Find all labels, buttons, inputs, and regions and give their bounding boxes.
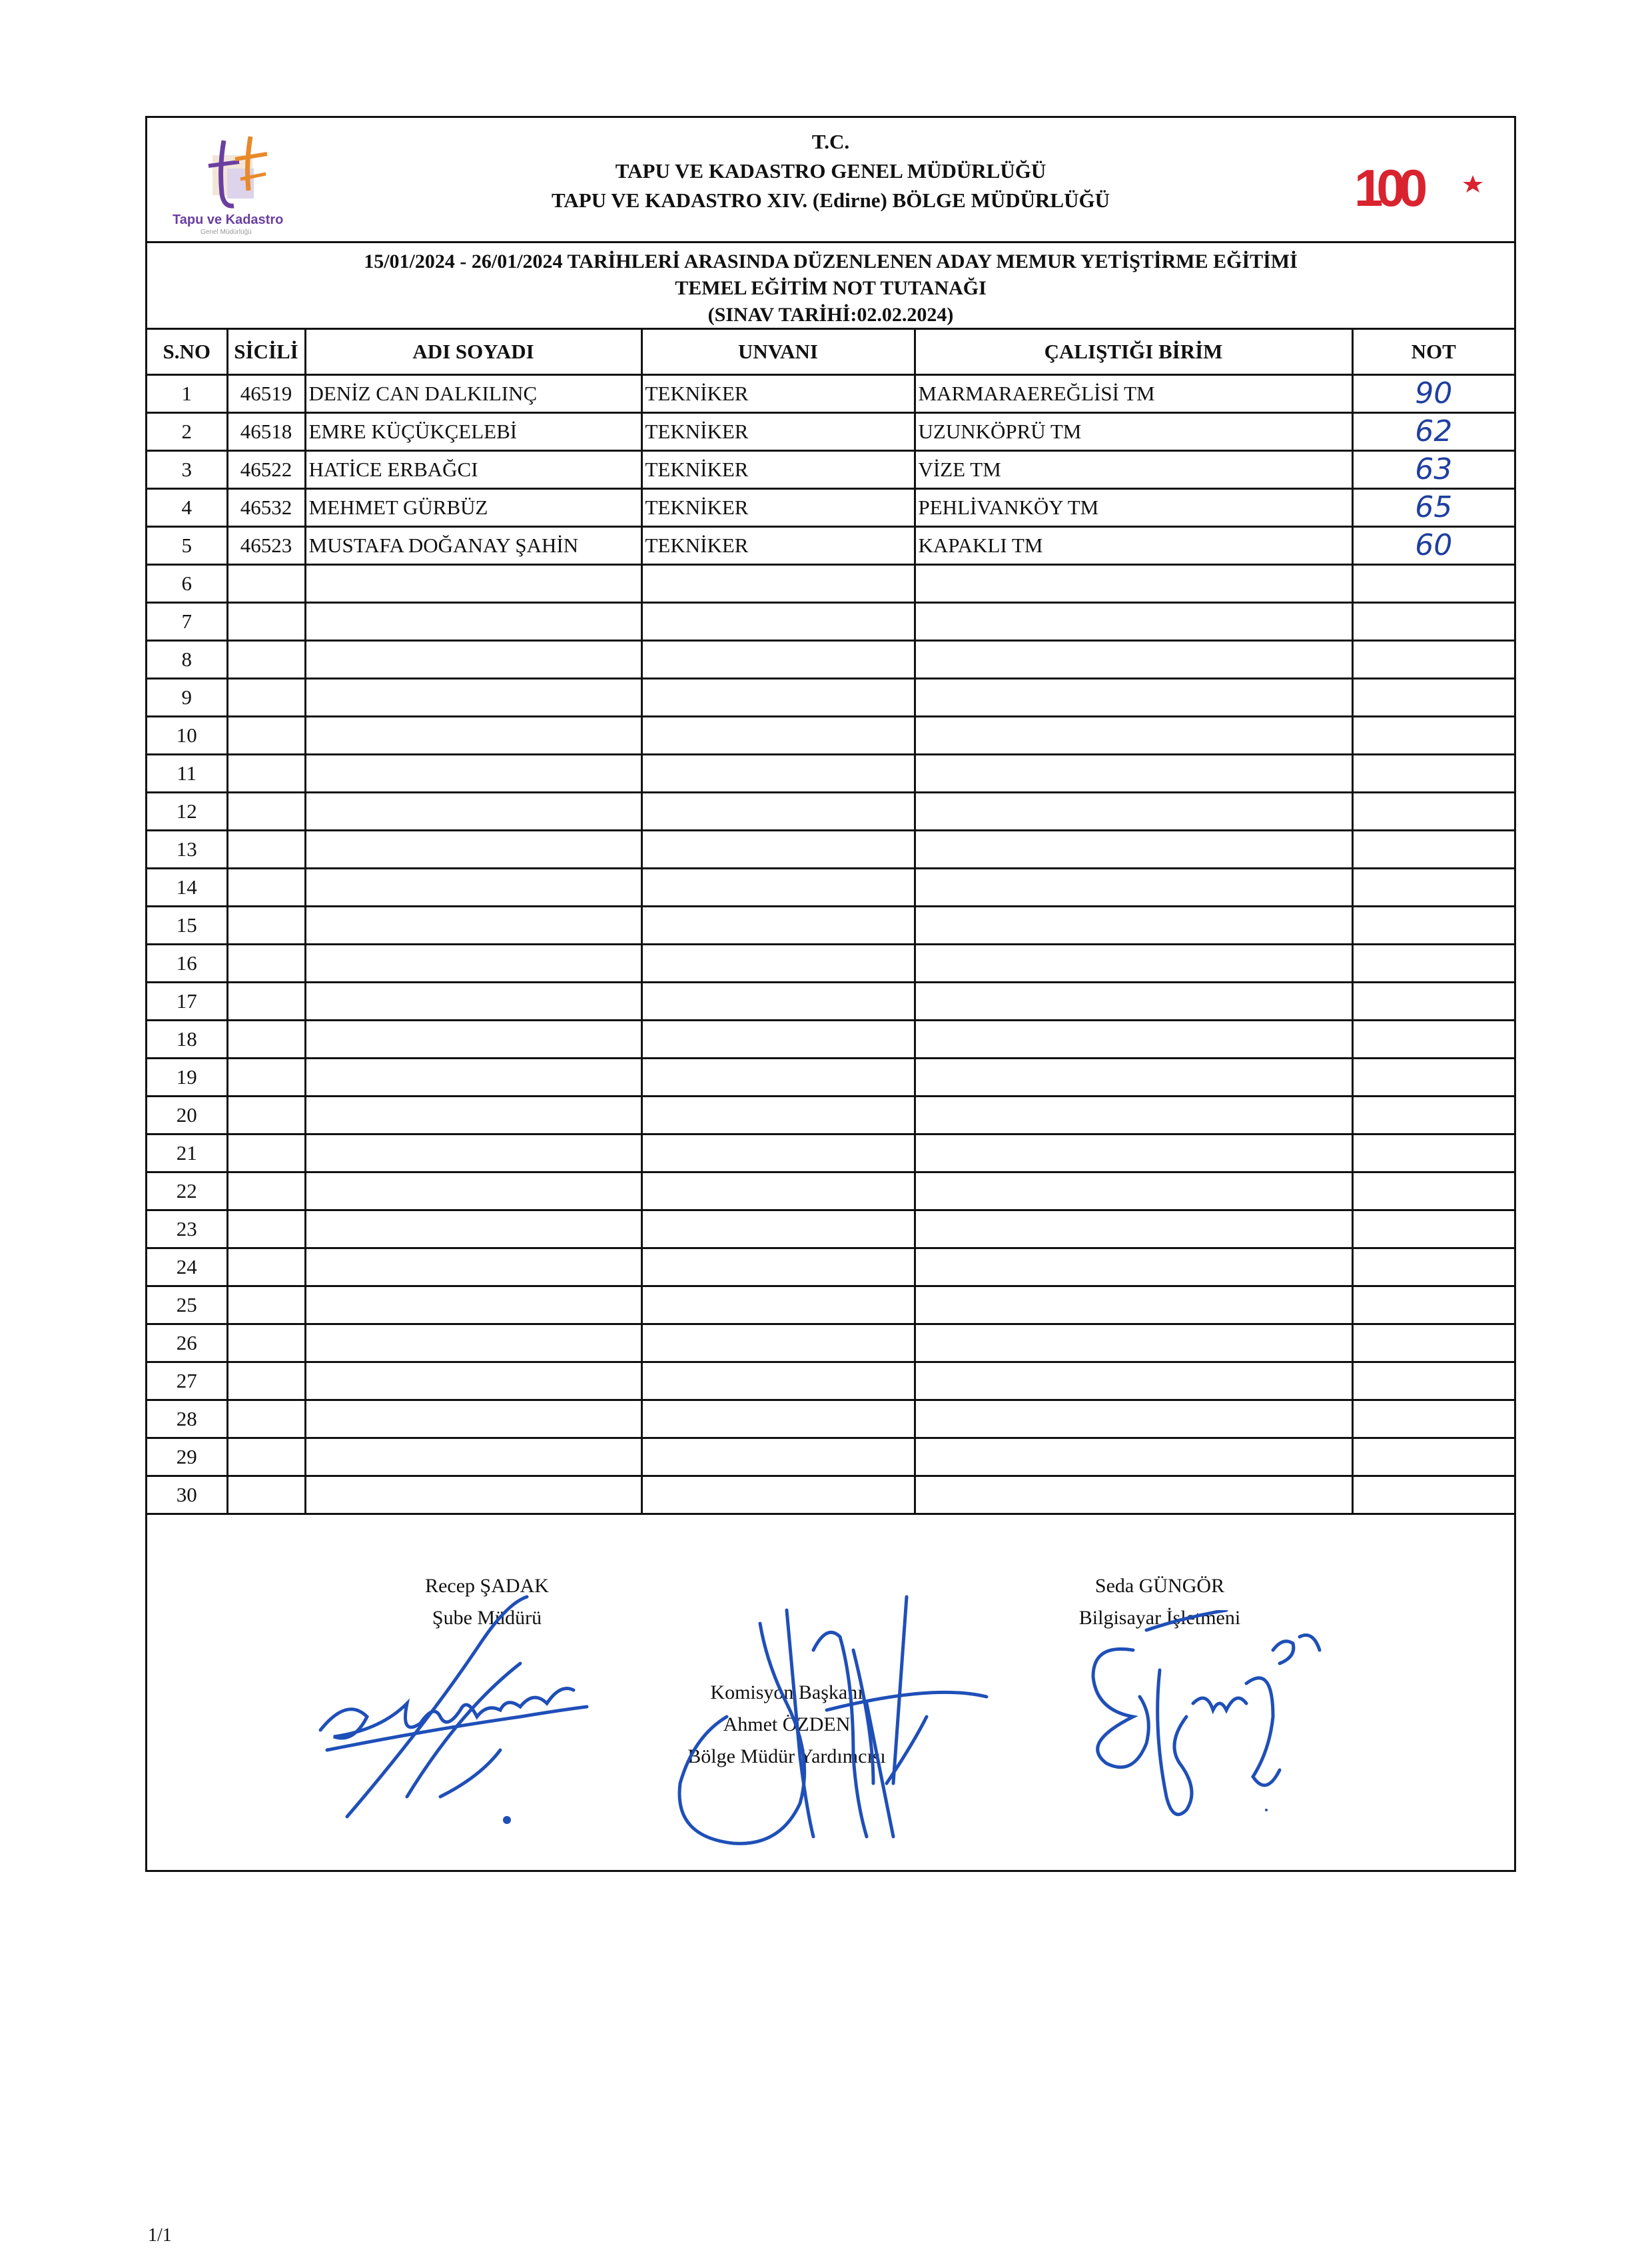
cell-sno: 22 — [147, 1172, 227, 1210]
header-line-1: T.C. — [811, 130, 850, 153]
cell-sno: 1 — [147, 375, 227, 413]
cell-sicil — [227, 1210, 305, 1248]
cell-title — [641, 1172, 915, 1210]
cell-unit — [915, 1134, 1352, 1172]
cell-sno: 19 — [147, 1059, 227, 1097]
cell-title — [641, 1476, 915, 1514]
table-row — [147, 679, 1514, 717]
table-row — [147, 1438, 1514, 1476]
cell-name — [305, 1097, 641, 1134]
cell-sno: 2 — [147, 413, 227, 451]
cell-unit — [915, 1172, 1352, 1210]
cell-unit — [915, 717, 1352, 755]
cell-grade — [1352, 1324, 1514, 1362]
cell-name — [305, 983, 641, 1021]
column-header-name: ADI SOYADI — [305, 330, 641, 375]
cell-sno: 11 — [147, 755, 227, 793]
title-line-3: (SINAV TARİHİ:02.02.2024) — [707, 304, 954, 326]
cell-sicil — [227, 945, 305, 983]
cell-unit — [915, 1286, 1352, 1324]
cell-sno: 13 — [147, 831, 227, 869]
cell-sicil — [227, 1021, 305, 1059]
cell-grade — [1352, 1438, 1514, 1476]
cell-grade — [1352, 679, 1514, 717]
cell-sno: 6 — [147, 565, 227, 603]
cell-grade: 62 — [1352, 413, 1514, 451]
logo-subtext: Genel Müdürlüğü — [201, 228, 252, 236]
table-row — [147, 1172, 1514, 1210]
cell-sno: 30 — [147, 1476, 227, 1514]
table-row — [147, 1400, 1514, 1438]
table-row — [147, 1476, 1514, 1514]
cell-grade — [1352, 1021, 1514, 1059]
signature-area — [147, 1570, 1514, 1872]
cell-title — [641, 1021, 915, 1059]
cell-name — [305, 1134, 641, 1172]
cell-name — [305, 1059, 641, 1097]
cell-grade — [1352, 1476, 1514, 1514]
cell-grade — [1352, 603, 1514, 641]
star-icon — [1463, 175, 1483, 193]
cell-sno: 29 — [147, 1438, 227, 1476]
cell-title — [641, 945, 915, 983]
cell-sicil: 46518 — [227, 413, 305, 451]
cell-sno: 10 — [147, 717, 227, 755]
cell-unit — [915, 1097, 1352, 1134]
cell-title — [641, 793, 915, 831]
cell-sicil — [227, 1476, 305, 1514]
cell-sicil: 46523 — [227, 527, 305, 565]
cell-name — [305, 1021, 641, 1059]
cell-sicil — [227, 831, 305, 869]
cell-sicil — [227, 1362, 305, 1400]
cell-name: MUSTAFA DOĞANAY ŞAHİN — [305, 527, 641, 565]
document-title — [147, 243, 1514, 330]
table-row — [147, 451, 1514, 489]
cell-unit: MARMARAEREĞLİSİ TM — [915, 375, 1352, 413]
signatory-right-role: Bilgisayar İşletmeni — [1078, 1607, 1241, 1629]
table-row — [147, 907, 1514, 945]
cell-grade — [1352, 983, 1514, 1021]
cell-title — [641, 1134, 915, 1172]
cell-title — [641, 1400, 915, 1438]
cell-title — [641, 641, 915, 679]
cell-unit — [915, 603, 1352, 641]
cell-unit — [915, 869, 1352, 907]
table-row — [147, 1021, 1514, 1059]
table-row — [147, 1134, 1514, 1172]
cell-name: MEHMET GÜRBÜZ — [305, 489, 641, 527]
cell-name — [305, 1362, 641, 1400]
cell-grade: 60 — [1352, 527, 1514, 565]
cell-title — [641, 1248, 915, 1286]
cell-name — [305, 603, 641, 641]
cell-grade — [1352, 1286, 1514, 1324]
cell-unit — [915, 565, 1352, 603]
cell-grade — [1352, 717, 1514, 755]
cell-sno: 21 — [147, 1134, 227, 1172]
table-row — [147, 1248, 1514, 1286]
cell-name — [305, 831, 641, 869]
table-header-row — [147, 330, 1514, 375]
grades-table — [147, 330, 1514, 1515]
table-row — [147, 489, 1514, 527]
cell-title — [641, 1362, 915, 1400]
cell-unit: KAPAKLI TM — [915, 527, 1352, 565]
table-row — [147, 641, 1514, 679]
table-row — [147, 375, 1514, 413]
cell-unit — [915, 793, 1352, 831]
handwritten-signature-left — [307, 1577, 627, 1857]
cell-title — [641, 679, 915, 717]
cell-unit: UZUNKÖPRÜ TM — [915, 413, 1352, 451]
column-header-unit: ÇALIŞTIĞI BİRİM — [915, 330, 1352, 375]
cell-title — [641, 869, 915, 907]
cell-sicil — [227, 565, 305, 603]
table-row — [147, 755, 1514, 793]
cell-unit — [915, 1476, 1352, 1514]
cell-title — [641, 565, 915, 603]
cell-name — [305, 1286, 641, 1324]
table-row — [147, 413, 1514, 451]
cell-unit — [915, 1324, 1352, 1362]
header-line-3: TAPU VE KADASTRO XIV. (Edirne) BÖLGE MÜDÜRLÜĞÜ — [552, 189, 1110, 212]
cell-name — [305, 1172, 641, 1210]
cell-unit — [915, 945, 1352, 983]
cell-unit — [915, 831, 1352, 869]
cell-grade — [1352, 1362, 1514, 1400]
cell-unit — [915, 1400, 1352, 1438]
centenary-badge — [1354, 158, 1494, 218]
table-row — [147, 717, 1514, 755]
cell-sno: 14 — [147, 869, 227, 907]
cell-name: EMRE KÜÇÜKÇELEBİ — [305, 413, 641, 451]
cell-title — [641, 1324, 915, 1362]
cell-title — [641, 717, 915, 755]
cell-unit — [915, 1210, 1352, 1248]
cell-name — [305, 907, 641, 945]
cell-sicil — [227, 641, 305, 679]
signatory-right-name: Seda GÜNGÖR — [1094, 1575, 1225, 1597]
cell-name: DENİZ CAN DALKILINÇ — [305, 375, 641, 413]
cell-title — [641, 755, 915, 793]
cell-sno: 17 — [147, 983, 227, 1021]
cell-name — [305, 1400, 641, 1438]
cell-sno: 9 — [147, 679, 227, 717]
signatory-middle-line-1: Komisyon Başkanı — [710, 1681, 863, 1703]
cell-title — [641, 1097, 915, 1134]
header-text — [147, 127, 1514, 215]
column-header-sicil: SİCİLİ — [227, 330, 305, 375]
cell-sicil — [227, 793, 305, 831]
page-number: 1/1 — [148, 2225, 172, 2246]
table-row — [147, 869, 1514, 907]
cell-sno: 5 — [147, 527, 227, 565]
cell-unit: PEHLİVANKÖY TM — [915, 489, 1352, 527]
cell-unit — [915, 755, 1352, 793]
cell-name — [305, 945, 641, 983]
cell-sicil — [227, 983, 305, 1021]
cell-sno: 12 — [147, 793, 227, 831]
cell-sicil — [227, 1134, 305, 1172]
cell-unit — [915, 1021, 1352, 1059]
cell-unit — [915, 679, 1352, 717]
table-row — [147, 1097, 1514, 1134]
handwritten-signature-right — [1053, 1610, 1340, 1843]
badge-text: 100 — [1354, 159, 1422, 217]
cell-sicil — [227, 869, 305, 907]
cell-sicil — [227, 1172, 305, 1210]
logo-text: Tapu ve Kadastro — [173, 213, 284, 227]
table-row — [147, 1210, 1514, 1248]
cell-unit — [915, 1059, 1352, 1097]
cell-sicil: 46519 — [227, 375, 305, 413]
column-header-grade: NOT — [1352, 330, 1514, 375]
cell-name — [305, 1210, 641, 1248]
cell-title: TEKNİKER — [641, 451, 915, 489]
cell-title — [641, 1059, 915, 1097]
cell-unit — [915, 1362, 1352, 1400]
cell-title — [641, 983, 915, 1021]
cell-unit: VİZE TM — [915, 451, 1352, 489]
cell-sno: 23 — [147, 1210, 227, 1248]
cell-sno: 7 — [147, 603, 227, 641]
cell-title — [641, 1438, 915, 1476]
cell-sno: 28 — [147, 1400, 227, 1438]
cell-unit — [915, 983, 1352, 1021]
cell-name — [305, 565, 641, 603]
cell-title — [641, 1210, 915, 1248]
cell-sno: 26 — [147, 1324, 227, 1362]
cell-name — [305, 755, 641, 793]
cell-sicil — [227, 603, 305, 641]
table-row — [147, 603, 1514, 641]
cell-name — [305, 1248, 641, 1286]
cell-grade — [1352, 565, 1514, 603]
cell-sicil — [227, 755, 305, 793]
cell-sno: 3 — [147, 451, 227, 489]
cell-name — [305, 717, 641, 755]
table-row — [147, 793, 1514, 831]
cell-sicil — [227, 1438, 305, 1476]
cell-sicil — [227, 1324, 305, 1362]
column-header-sno: S.NO — [147, 330, 227, 375]
cell-grade: 90 — [1352, 375, 1514, 413]
cell-name — [305, 1324, 641, 1362]
cell-sicil — [227, 717, 305, 755]
table-row — [147, 1286, 1514, 1324]
cell-name — [305, 793, 641, 831]
cell-sno: 27 — [147, 1362, 227, 1400]
cell-grade — [1352, 1097, 1514, 1134]
cell-name — [305, 679, 641, 717]
table-row — [147, 1059, 1514, 1097]
cell-sicil — [227, 1097, 305, 1134]
table-row — [147, 565, 1514, 603]
cell-name: HATİCE ERBAĞCI — [305, 451, 641, 489]
cell-grade — [1352, 1172, 1514, 1210]
cell-sno: 4 — [147, 489, 227, 527]
cell-sicil — [227, 1059, 305, 1097]
document-header — [147, 118, 1514, 243]
cell-grade: 65 — [1352, 489, 1514, 527]
cell-name — [305, 1438, 641, 1476]
table-row — [147, 1324, 1514, 1362]
cell-sno: 20 — [147, 1097, 227, 1134]
cell-sno: 18 — [147, 1021, 227, 1059]
cell-sno: 16 — [147, 945, 227, 983]
cell-unit — [915, 1248, 1352, 1286]
cell-name — [305, 641, 641, 679]
cell-grade — [1352, 1210, 1514, 1248]
cell-grade — [1352, 1134, 1514, 1172]
table-row — [147, 831, 1514, 869]
header-line-2: TAPU VE KADASTRO GENEL MÜDÜRLÜĞÜ — [615, 159, 1046, 183]
cell-sicil: 46522 — [227, 451, 305, 489]
cell-grade — [1352, 869, 1514, 907]
cell-grade — [1352, 1059, 1514, 1097]
cell-grade — [1352, 793, 1514, 831]
cell-sno: 8 — [147, 641, 227, 679]
cell-grade — [1352, 945, 1514, 983]
cell-unit — [915, 1438, 1352, 1476]
cell-grade — [1352, 907, 1514, 945]
table-row — [147, 527, 1514, 565]
cell-unit — [915, 907, 1352, 945]
column-header-title: UNVANI — [641, 330, 915, 375]
cell-title — [641, 603, 915, 641]
table-row — [147, 1362, 1514, 1400]
document-frame — [145, 116, 1516, 1872]
cell-grade — [1352, 755, 1514, 793]
cell-sicil: 46532 — [227, 489, 305, 527]
cell-sicil — [227, 1286, 305, 1324]
cell-title — [641, 907, 915, 945]
signatory-left-name: Recep ŞADAK — [425, 1575, 549, 1597]
cell-sicil — [227, 1248, 305, 1286]
cell-grade — [1352, 1248, 1514, 1286]
cell-sicil — [227, 1400, 305, 1438]
cell-sicil — [227, 907, 305, 945]
cell-grade — [1352, 831, 1514, 869]
cell-title: TEKNİKER — [641, 375, 915, 413]
handwritten-signature-middle — [653, 1584, 1027, 1863]
cell-title — [641, 1286, 915, 1324]
cell-name — [305, 869, 641, 907]
cell-title: TEKNİKER — [641, 413, 915, 451]
cell-title — [641, 831, 915, 869]
title-line-2: TEMEL EĞİTİM NOT TUTANAĞI — [675, 277, 987, 299]
cell-grade — [1352, 1400, 1514, 1438]
title-line-1: 15/01/2024 - 26/01/2024 TARİHLERİ ARASINDA DÜZENLENEN ADAY MEMUR YETİŞTİRME EĞİTİMİ — [364, 250, 1298, 272]
cell-unit — [915, 641, 1352, 679]
signatory-left-role: Şube Müdürü — [432, 1607, 542, 1629]
signatory-middle-line-3: Bölge Müdür Yardımcısı — [687, 1745, 886, 1767]
table-row — [147, 945, 1514, 983]
cell-sno: 15 — [147, 907, 227, 945]
cell-grade — [1352, 641, 1514, 679]
cell-name — [305, 1476, 641, 1514]
table-row — [147, 983, 1514, 1021]
signatory-middle-line-2: Ahmet ÖZDEN — [723, 1713, 851, 1735]
cell-sno: 24 — [147, 1248, 227, 1286]
cell-title: TEKNİKER — [641, 527, 915, 565]
cell-grade: 63 — [1352, 451, 1514, 489]
cell-sicil — [227, 679, 305, 717]
cell-sno: 25 — [147, 1286, 227, 1324]
cell-title: TEKNİKER — [641, 489, 915, 527]
